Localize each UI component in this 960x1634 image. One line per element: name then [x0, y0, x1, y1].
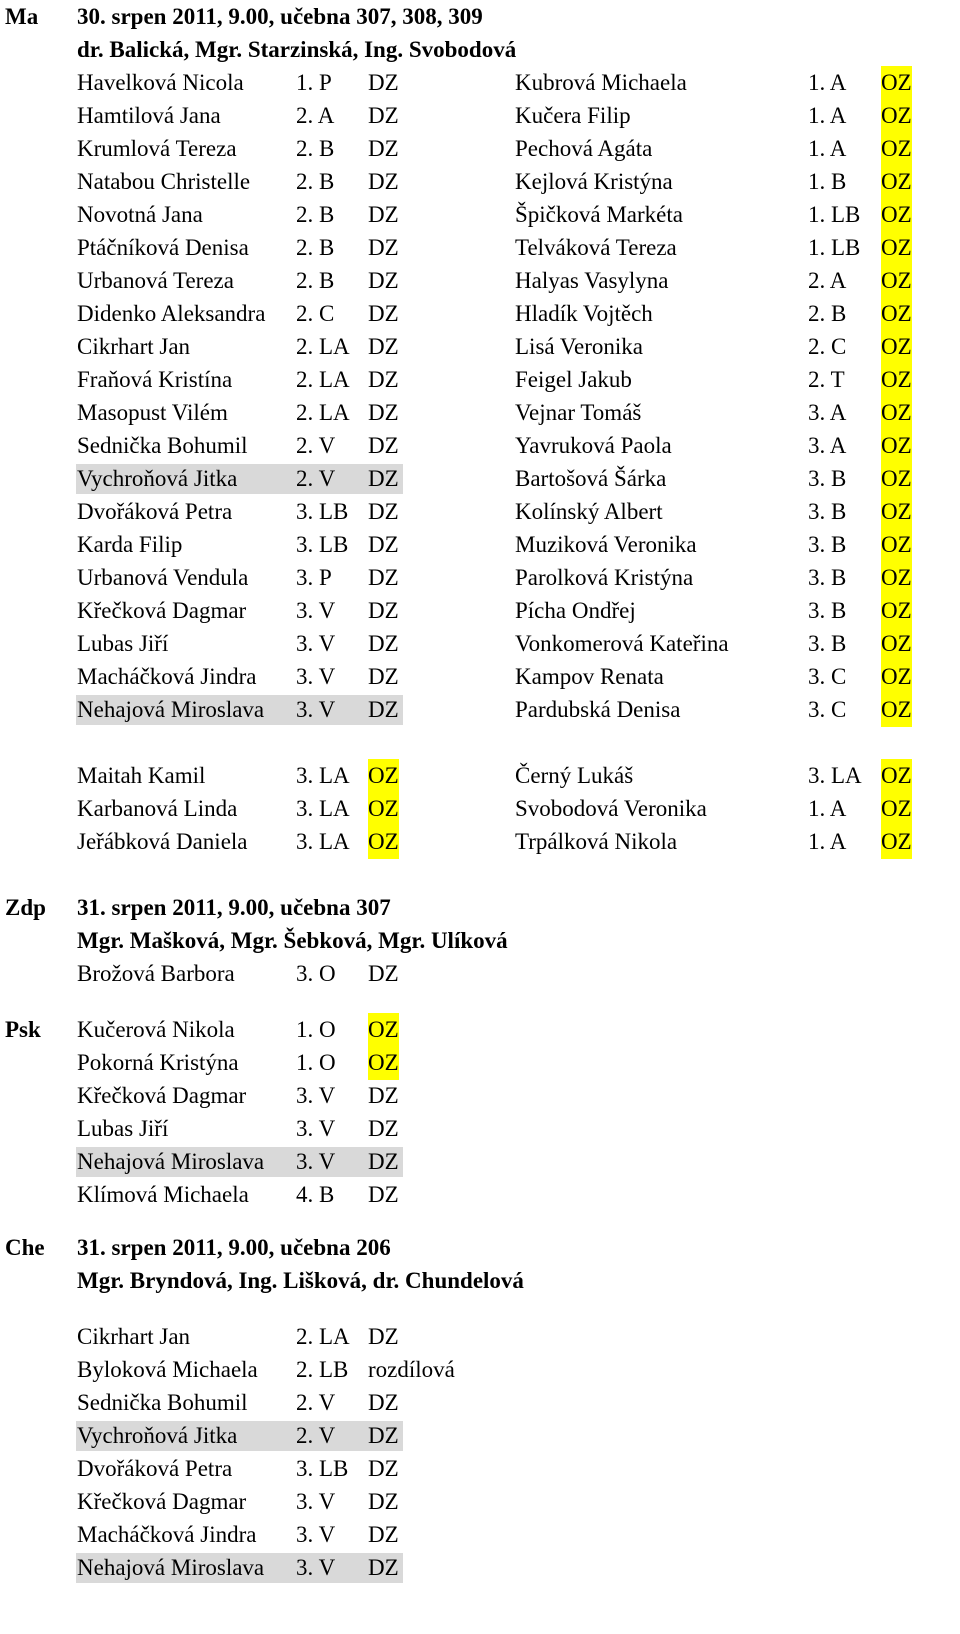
student-row — [0, 561, 960, 595]
student-name: Bartošová Šárka — [515, 466, 667, 491]
student-name: Didenko Aleksandra — [77, 301, 266, 326]
student-name: Masopust Vilém — [77, 400, 228, 425]
exam-type: OZ — [881, 132, 912, 166]
exam-type: DZ — [368, 334, 399, 359]
student-row — [0, 1452, 960, 1486]
exam-type: DZ — [368, 1423, 399, 1448]
exam-type: OZ — [881, 297, 912, 331]
student-name: Pechová Agáta — [515, 136, 653, 161]
student-class: 3. C — [808, 664, 847, 689]
student-row — [0, 330, 960, 364]
subject-label: Che — [5, 1234, 45, 1260]
student-name: Vychroňová Jitka — [77, 466, 238, 491]
student-class: 2. B — [296, 169, 335, 194]
student-name: Maitah Kamil — [77, 763, 206, 788]
exam-type: OZ — [881, 759, 912, 793]
student-class: 3. B — [808, 565, 847, 590]
section-header — [0, 0, 960, 34]
exam-type: OZ — [881, 330, 912, 364]
exam-type: DZ — [368, 1390, 399, 1415]
student-row — [0, 462, 960, 496]
student-class: 3. B — [808, 499, 847, 524]
student-row — [0, 825, 960, 859]
student-row — [0, 792, 960, 826]
student-class: 2. LB — [296, 1357, 349, 1382]
exam-type: OZ — [881, 363, 912, 397]
student-row — [0, 660, 960, 694]
teachers: Mgr. Bryndová, Ing. Lišková, dr. Chundelová — [77, 1267, 524, 1293]
student-class: 3. V — [296, 631, 336, 656]
exam-type: OZ — [881, 825, 912, 859]
section-header — [0, 1231, 960, 1265]
student-class: 2. C — [296, 301, 335, 326]
student-name: Kučera Filip — [515, 103, 631, 128]
student-row — [0, 1485, 960, 1519]
student-name: Kejlová Kristýna — [515, 169, 673, 194]
exam-type: OZ — [881, 396, 912, 430]
student-name: Macháčková Jindra — [77, 1522, 257, 1547]
student-row — [0, 1178, 960, 1212]
exam-type: DZ — [368, 664, 399, 689]
exam-type: DZ — [368, 499, 399, 524]
student-row — [0, 396, 960, 430]
exam-type: DZ — [368, 268, 399, 293]
student-name: Muziková Veronika — [515, 532, 697, 557]
student-class: 1. A — [808, 136, 847, 161]
exam-type: DZ — [368, 532, 399, 557]
student-class: 2. LA — [296, 1324, 350, 1349]
exam-type: OZ — [368, 759, 399, 793]
student-row — [0, 528, 960, 562]
student-name: Kučerová Nikola — [77, 1017, 235, 1043]
student-name: Nehajová Miroslava — [77, 1555, 265, 1580]
exam-type: DZ — [368, 202, 399, 227]
student-name: Lubas Jiří — [77, 1116, 169, 1142]
section-header — [0, 1013, 960, 1047]
student-name: Feigel Jakub — [515, 367, 632, 392]
teachers: Mgr. Mašková, Mgr. Šebková, Mgr. Ulíková — [77, 928, 508, 953]
student-name: Sednička Bohumil — [77, 433, 248, 458]
student-name: Byloková Michaela — [77, 1357, 258, 1382]
student-class: 2. V — [296, 1423, 336, 1448]
exam-type: DZ — [368, 1324, 399, 1349]
student-class: 1. O — [296, 1050, 336, 1076]
exam-type: OZ — [368, 792, 399, 826]
student-class: 3. V — [296, 664, 336, 689]
date-line: 31. srpen 2011, 9.00, učebna 206 — [77, 1234, 391, 1260]
exam-type: OZ — [881, 792, 912, 826]
student-class: 3. V — [296, 1083, 336, 1109]
student-name: Kolínský Albert — [515, 499, 663, 524]
date-line: 31. srpen 2011, 9.00, učebna 307 — [77, 895, 391, 920]
subject-label: Zdp — [5, 895, 46, 920]
exam-type: DZ — [368, 565, 399, 590]
student-class: 3. LA — [296, 796, 350, 821]
student-row — [0, 297, 960, 331]
student-class: 3. V — [296, 697, 336, 722]
student-name: Hladík Vojtěch — [515, 301, 653, 326]
student-row — [0, 231, 960, 265]
subject-label: Psk — [5, 1017, 41, 1043]
student-name: Špičková Markéta — [515, 202, 683, 227]
student-name: Cikrhart Jan — [77, 1324, 191, 1349]
student-name: Halyas Vasylyna — [515, 268, 669, 293]
exam-type: OZ — [368, 1013, 399, 1047]
student-row — [0, 132, 960, 166]
student-row — [0, 957, 960, 991]
student-class: 2. B — [296, 268, 335, 293]
student-class: 3. LB — [296, 532, 349, 557]
student-name: Vejnar Tomáš — [515, 400, 642, 425]
student-row — [0, 693, 960, 727]
student-class: 3. LB — [296, 499, 349, 524]
student-row — [0, 1145, 960, 1179]
student-row — [0, 495, 960, 529]
student-class: 3. V — [296, 1116, 336, 1142]
exam-type: OZ — [881, 528, 912, 562]
exam-type: OZ — [368, 1046, 399, 1080]
student-class: 2. V — [296, 466, 336, 491]
student-row — [0, 627, 960, 661]
exam-type: OZ — [881, 594, 912, 628]
student-class: 3. V — [296, 598, 336, 623]
student-name: Pardubská Denisa — [515, 697, 681, 722]
student-name: Vychroňová Jitka — [77, 1423, 238, 1448]
student-row — [0, 363, 960, 397]
student-name: Ptáčníková Denisa — [77, 235, 249, 260]
exam-type: OZ — [881, 264, 912, 298]
exam-type: OZ — [881, 660, 912, 694]
student-class: 1. A — [808, 829, 847, 854]
student-name: Trpálková Nikola — [515, 829, 678, 854]
exam-type: OZ — [881, 429, 912, 463]
student-name: Křečková Dagmar — [77, 1489, 247, 1514]
exam-type: OZ — [881, 198, 912, 232]
student-class: 3. O — [296, 961, 336, 986]
date-line: 30. srpen 2011, 9.00, učebna 307, 308, 309 — [77, 4, 483, 29]
exam-type: DZ — [368, 1555, 399, 1580]
student-name: Krumlová Tereza — [77, 136, 237, 161]
student-class: 3. V — [296, 1522, 336, 1547]
student-name: Dvořáková Petra — [77, 499, 233, 524]
student-name: Lubas Jiří — [77, 631, 169, 656]
student-row — [0, 1079, 960, 1113]
student-name: Yavruková Paola — [515, 433, 672, 458]
exam-type: DZ — [368, 367, 399, 392]
exam-type: OZ — [881, 627, 912, 661]
student-class: 2. LA — [296, 334, 350, 359]
exam-type: DZ — [368, 235, 399, 260]
student-name: Hamtilová Jana — [77, 103, 221, 128]
student-class: 2. B — [296, 136, 335, 161]
student-class: 1. O — [296, 1017, 336, 1043]
student-name: Natabou Christelle — [77, 169, 251, 194]
student-name: Křečková Dagmar — [77, 1083, 247, 1109]
student-name: Cikrhart Jan — [77, 334, 191, 359]
student-class: 3. LA — [296, 763, 350, 788]
student-class: 3. V — [296, 1149, 336, 1175]
student-row — [0, 165, 960, 199]
exam-type: OZ — [881, 561, 912, 595]
exam-type: DZ — [368, 70, 399, 95]
exam-type: DZ — [368, 136, 399, 161]
student-row — [0, 66, 960, 100]
student-class: 3. V — [296, 1489, 336, 1514]
student-row — [0, 1320, 960, 1354]
student-row — [0, 198, 960, 232]
student-name: Telváková Tereza — [515, 235, 677, 260]
student-name: Kampov Renata — [515, 664, 664, 689]
exam-type: DZ — [368, 598, 399, 623]
student-name: Kubrová Michaela — [515, 70, 687, 95]
student-class: 2. V — [296, 433, 336, 458]
student-name: Lisá Veronika — [515, 334, 643, 359]
student-name: Karda Filip — [77, 532, 183, 557]
student-row — [0, 1112, 960, 1146]
exam-type: OZ — [881, 66, 912, 100]
exam-type: DZ — [368, 1489, 399, 1514]
student-row — [0, 1386, 960, 1420]
student-class: 3. A — [808, 433, 847, 458]
exam-type: DZ — [368, 400, 399, 425]
subject-label: Ma — [5, 4, 39, 29]
student-name: Křečková Dagmar — [77, 598, 247, 623]
student-class: 2. B — [296, 235, 335, 260]
student-name: Parolková Kristýna — [515, 565, 694, 590]
exam-type: DZ — [368, 1456, 399, 1481]
exam-type: OZ — [881, 231, 912, 265]
student-class: 3. A — [808, 400, 847, 425]
exam-type: DZ — [368, 466, 399, 491]
student-row — [0, 1551, 960, 1585]
exam-type: rozdílová — [368, 1357, 455, 1382]
student-name: Dvořáková Petra — [77, 1456, 233, 1481]
exam-type: DZ — [368, 1116, 399, 1142]
student-name: Jeřábková Daniela — [77, 829, 248, 854]
student-class: 2. LA — [296, 400, 350, 425]
student-row — [0, 1046, 960, 1080]
student-class: 1. LB — [808, 235, 861, 260]
student-row — [0, 429, 960, 463]
student-class: 3. B — [808, 631, 847, 656]
exam-type: DZ — [368, 631, 399, 656]
student-name: Nehajová Miroslava — [77, 1149, 265, 1175]
student-name: Sednička Bohumil — [77, 1390, 248, 1415]
teachers: dr. Balická, Mgr. Starzinská, Ing. Svobodová — [77, 37, 517, 62]
exam-type: DZ — [368, 433, 399, 458]
student-row — [0, 99, 960, 133]
student-row — [0, 264, 960, 298]
teachers-line — [0, 33, 960, 67]
student-class: 2. LA — [296, 367, 350, 392]
exam-type: DZ — [368, 1522, 399, 1547]
exam-type: DZ — [368, 1149, 399, 1175]
student-name: Svobodová Veronika — [515, 796, 707, 821]
student-name: Brožová Barbora — [77, 961, 235, 986]
student-name: Urbanová Vendula — [77, 565, 249, 590]
exam-type: OZ — [881, 495, 912, 529]
student-name: Macháčková Jindra — [77, 664, 257, 689]
exam-type: OZ — [368, 825, 399, 859]
student-class: 2. V — [296, 1390, 336, 1415]
student-name: Karbanová Linda — [77, 796, 238, 821]
student-name: Pokorná Kristýna — [77, 1050, 239, 1076]
exam-type: OZ — [881, 99, 912, 133]
student-class: 2. T — [808, 367, 845, 392]
student-class: 1. A — [808, 70, 847, 95]
student-name: Havelková Nicola — [77, 70, 244, 95]
student-row — [0, 1518, 960, 1552]
student-class: 3. B — [808, 466, 847, 491]
section-header — [0, 891, 960, 925]
exam-type: DZ — [368, 103, 399, 128]
student-class: 3. B — [808, 532, 847, 557]
exam-type: OZ — [881, 165, 912, 199]
student-class: 3. P — [296, 565, 332, 590]
student-class: 2. B — [808, 301, 847, 326]
exam-type: DZ — [368, 301, 399, 326]
student-class: 1. A — [808, 103, 847, 128]
student-class: 2. A — [808, 268, 847, 293]
student-class: 3. B — [808, 598, 847, 623]
teachers-line — [0, 1264, 960, 1298]
student-name: Černý Lukáš — [515, 763, 634, 788]
student-class: 4. B — [296, 1182, 335, 1208]
student-class: 2. C — [808, 334, 847, 359]
teachers-line — [0, 924, 960, 958]
student-class: 3. LB — [296, 1456, 349, 1481]
student-class: 3. C — [808, 697, 847, 722]
exam-type: DZ — [368, 169, 399, 194]
student-name: Nehajová Miroslava — [77, 697, 265, 722]
student-class: 2. B — [296, 202, 335, 227]
student-row — [0, 1353, 960, 1387]
student-name: Fraňová Kristína — [77, 367, 233, 392]
student-name: Novotná Jana — [77, 202, 203, 227]
student-class: 3. LA — [808, 763, 862, 788]
student-row — [0, 1419, 960, 1453]
student-class: 1. B — [808, 169, 847, 194]
exam-type: DZ — [368, 697, 399, 722]
exam-type: OZ — [881, 693, 912, 727]
student-row — [0, 759, 960, 793]
student-row — [0, 594, 960, 628]
student-class: 1. A — [808, 796, 847, 821]
student-class: 2. A — [296, 103, 335, 128]
exam-type: OZ — [881, 462, 912, 496]
student-class: 1. LB — [808, 202, 861, 227]
exam-type: DZ — [368, 961, 399, 986]
student-class: 3. V — [296, 1555, 336, 1580]
student-name: Pícha Ondřej — [515, 598, 636, 623]
exam-type: DZ — [368, 1083, 399, 1109]
student-name: Klímová Michaela — [77, 1182, 249, 1208]
student-class: 3. LA — [296, 829, 350, 854]
student-name: Vonkomerová Kateřina — [515, 631, 729, 656]
exam-type: DZ — [368, 1182, 399, 1208]
student-name: Urbanová Tereza — [77, 268, 234, 293]
student-class: 1. P — [296, 70, 332, 95]
